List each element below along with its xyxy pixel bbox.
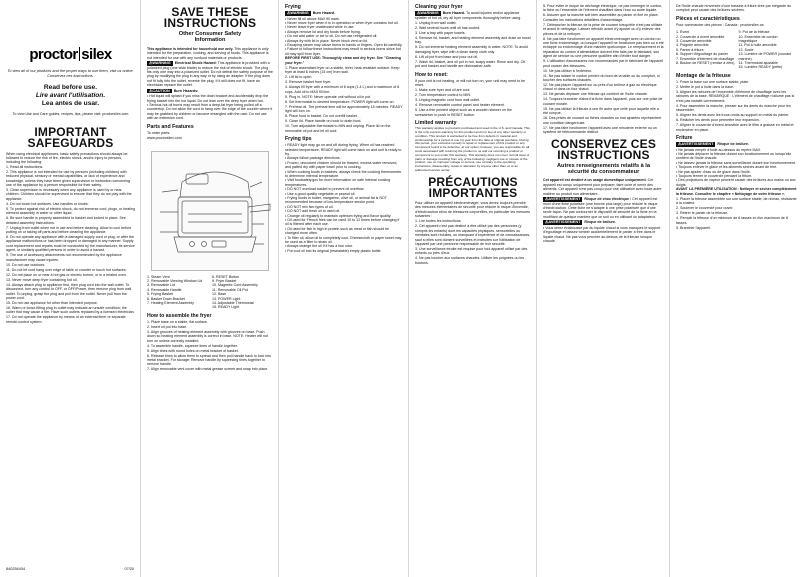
fr-part-item: 12. Socle	[738, 47, 754, 52]
caution-badge: ⚠ CAUTION	[147, 89, 172, 94]
part-item: 2. Removable Viewing Window Lid	[147, 278, 203, 283]
safeguard-item: 16. Warm or loose-fitting plug in outlet may indicate an unsafe condition; the outlet that may cause a fire. Have such outlets replaced by a licensed electrician.	[6, 305, 135, 315]
fr-household-info: Cet appareil est conçu uniquement pour préparer, faire cuire et servir des aliments. Cet appareil n'est pas conçu pour une utilisation avec toute autre matière ou produit non alimentaire.	[543, 178, 662, 196]
consumer-safety-2: Information	[194, 37, 226, 44]
fr-safeguard-item: 10. Ne pas utiliser à l'extérieur.	[543, 68, 593, 73]
frying-step: 3. Remove basket from fryer.	[285, 80, 332, 85]
frying-warning-item: • Never move fryer when it is in operation or when fryer contains hot oil.	[285, 21, 399, 25]
fr-frying-steps	[676, 197, 797, 230]
cleaning-step: 1. Unplug from wall outlet.	[415, 21, 457, 25]
frying-warning-item: • Always fry with lid in place. Never block vent on lid.	[285, 38, 369, 43]
caution-item: • Serious hot-oil burns may result from a deep-fat fryer being pulled off a countertop. Do not allow the cord to hang over the edge of the counter where it may be grabbed by children or become entangled with the user. Do not use with an extension cord.	[147, 103, 273, 121]
fr-shock-text: Cet appareil est muni d'une fiche polarisée (une broche plus large) pour réduire le risque d'électrocution. Cette fiche ne s'adapte à une prise polarisée que d'une seule façon. Ne pas contourner le dispositif de sécurité de la fiche en la modifiant de quelque manière que ce soit ou en utilisant un adaptateur.	[543, 196, 658, 219]
fr-frying-step: 4. Remplir la friteuse d'un minimum de 6 tasses et d'un maximum de 8 tasses.	[676, 216, 788, 225]
frying-warning-item: • Never leave fryer unattended while in use.	[285, 25, 355, 30]
print-date: 07/20	[124, 567, 134, 571]
order-parts: To order parts: www.proctorsilex.com	[147, 131, 273, 141]
frying-warnings	[285, 17, 403, 57]
assemble-step: 2. Insert oil pot into base.	[147, 324, 188, 329]
fr-part-item: 2. Couvercle à évent amovible	[676, 34, 725, 39]
frying-warning-item: • Failure to follow these instructions may result in serious burns since hot oil may spill from fryer.	[285, 47, 401, 56]
frying-tip: • Change oil regularly to maintain optimum frying and flavor quality.	[285, 213, 392, 218]
frying-tip: • READY light may go on and off during frying. When oil has reached selected temperature, READY light will come back on and unit is ready to fry.	[285, 143, 402, 156]
frying-tip: • Put cool oil into its original (resealable) empty plastic bottle.	[285, 248, 382, 253]
safeguard-item: 2. This appliance is not intended for use by persons (including children) with reduced physical, sensory or mental capabilities, or lack of experience and knowledge, unless they have been given supervision or instruction concerning use of the appliance by a person responsible for their safety.	[6, 169, 131, 188]
frying-tip: • DO NOT mix two types of oil.	[285, 204, 334, 209]
part-item: 9. Fryer Basket	[212, 278, 237, 283]
fr-frying-warning-item: • Ne pas ajouter d'eau ou de glace dans l'huile.	[676, 169, 751, 174]
fr-oil-intro: De l'huile chaude renversée d'une bassine à friture tirée par mégarde du comptoir peut causer des brûlures sévères.	[676, 4, 792, 13]
safeguard-item: 3. Close supervision is necessary when any appliance is used by or near children. Children should be supervised to ensure that they do not play with the appliance.	[6, 188, 132, 201]
fr-part-item: 1. Évent	[676, 30, 690, 35]
safeguard-item: 7. Unplug from outlet when not in use and before cleaning. Allow to cool before putting on or taking off parts and before cleaning the appliance.	[6, 225, 132, 235]
part-item: 5. Frying Basket	[147, 292, 173, 297]
fr-frying-warning-item: • Ne jamais remplir d'huile au-dessus du repère MAX.	[676, 147, 762, 152]
caution-list	[147, 94, 273, 120]
brand-logo: proctor silex	[29, 46, 112, 63]
fr-frying-warnings	[676, 148, 797, 188]
parts-title: Parts and Features	[147, 123, 194, 130]
part-item: 6. Basket Drain Bracket	[147, 296, 185, 301]
fr-assembly-step: 6. Relâcher les dents pour permettre leur expansion.	[676, 118, 760, 123]
assemble-step: 5. Align tines with round holes on metal bracket of basket.	[147, 348, 239, 353]
electric-shock-title: Electrical Shock Hazard:	[174, 61, 217, 66]
reset-steps	[415, 88, 531, 117]
frying-title: Frying	[285, 4, 301, 10]
reset-text: If your unit is not heating, or will not turn on, your unit may need to be reset.	[415, 78, 526, 88]
frying-warning-item: • Never fill oil above MAX fill mark.	[285, 16, 340, 21]
part-item: 3. Removable Lid	[147, 283, 175, 288]
warranty-title: Limited warranty	[415, 120, 457, 127]
cleaning-warning-text: To avoid injuries and/or appliance splatter of hot oil, dry all fryer components thoroughly before using.	[415, 11, 522, 20]
safeguard-item: 17. Do not operate the appliance by means of an external timer or separate remote-control system.	[6, 315, 126, 324]
precautions-title-2: IMPORTANTES	[428, 185, 518, 200]
fr-consumer-safety-2: sécurité du consommateur	[567, 168, 640, 175]
safeguard-item: 13. Never move deep fryer containing hot oil.	[6, 277, 78, 282]
fr-safeguard-item: 13. Ne jamais déplacer une friteuse qui contient de l'huile chaude.	[543, 92, 648, 97]
safeguards-title: IMPORTANT SAFEGUARDS	[27, 124, 114, 150]
fryer-diagram	[151, 151, 269, 271]
frying-step: 4. Always fill fryer with a minimum of 6 cups (1.4 L) and a maximum of 8 cups. Add oil to MAX fill line.	[285, 85, 400, 94]
fr-assembly-step: 7. Aligner le couvercle d'évent amovible avec le filtre à graisse en métal et enclencher en place.	[676, 123, 794, 132]
fr-assembly-step: 3. Aligner les rainures de l'ensemble d'élément de chauffage avec les rainures de la base. REMARQUE : L'élément de chauffage n'allume pas si n'est pas installé correctement.	[676, 89, 795, 103]
fr-parts-legend	[676, 30, 797, 70]
fr-frying-warning-title: Risque de brûlure.	[717, 141, 749, 146]
fr-frying-warning-item: • Toujours enlever le glace et les aliments séchés avant de frire.	[676, 165, 778, 170]
column-save-instructions	[140, 0, 278, 577]
household-use: This appliance is intended for household use only.	[147, 46, 234, 51]
assemble-steps	[147, 320, 273, 372]
cleaning-steps	[415, 21, 531, 69]
fr-warning-badge: ⚠ AVERTISSEMENT	[543, 197, 582, 202]
safeguard-item: 11. Do not let cord hang over edge of table or counter or touch hot surfaces.	[6, 267, 127, 272]
assemble-step: 4. To assemble handle, squeeze tines of handle together.	[147, 343, 238, 348]
fr-household-use: Cet appareil est destiné à un usage domestique uniquement.	[543, 178, 647, 183]
product-code: 840254404	[6, 567, 26, 571]
fr-part-item: 6. Support d'égouttage du panier	[676, 52, 729, 57]
frying-tips	[285, 143, 403, 253]
precautions-intro: Pour utiliser un appareil électroménager, vous devez toujours prendre des mesures élémentaires de sécurité pour réduire le risque d'incendie, d'électrocution et/ou de blessures corporelles, en particulier les mesures suivantes :	[415, 200, 530, 219]
part-item: 12. Base	[212, 292, 227, 297]
column-cleaning	[408, 0, 536, 577]
fr-safeguard-item: 6. Assurer que la manche soit bien assemblée au panier et fixé en place. Consulter les instructions détaillées d'assemblage.	[543, 13, 659, 22]
assemble-step: 3. Align grooves of heating element assembly with grooves on base. Push down so heating element assembly is correct in base. NOTE: Heater will not turn on unless correctly installed.	[147, 329, 269, 343]
reset-title: How to reset:	[415, 71, 448, 78]
frying-steps	[285, 66, 403, 133]
cleaning-step: 6. Lift oil pot from base and pour out oil.	[415, 54, 479, 59]
safeguard-item: 10. Do not use outdoors.	[6, 262, 46, 267]
column-french-parts	[669, 0, 802, 577]
fr-part-item: 7. Ensemble d'élément de chauffage	[676, 56, 735, 61]
cleaning-title: Cleaning your fryer	[415, 4, 463, 10]
reset-step: 5. Use a thin pointed object such as a wooden skewer on the screwdriver to push in RESET button.	[415, 108, 512, 117]
fr-frying-warning-badge: ⚠ AVERTISSEMENT	[676, 142, 715, 147]
electric-shock-text: This appliance is provided with a polarized plug (one wide blade) to reduce the risk of electric shock. The plug fits only one way into a polarized outlet. Do not defeat the safety purpose of the plug by modifying the plug in any way or by using an adapter. If the plug does not fit fully into the outlet, reverse the plug. If it still does not fit, have an electrician replace the outlet.	[147, 61, 273, 88]
caution-item: • Hot liquid will splash if you miss the drain bracket and accidentally drop the frying basket into the hot liquid. Do not lean over the deep fryer when hot.	[147, 94, 269, 103]
before-first-use: BEFORE FIRST USE: Thoroughly clean and dry fryer. See "Cleaning your fryer."	[285, 56, 401, 65]
part-item: 1. Steam Vent	[147, 274, 170, 279]
fryer-illustration	[152, 152, 278, 270]
frying-step: 9. Close lid. Place handle on hook to drain food.	[285, 119, 362, 124]
frying-tip: • When cooking foods in batches, always check the cooking thermometer to determine internal temperature.	[285, 169, 402, 178]
fr-assembly-steps	[676, 80, 797, 132]
fr-safeguard-item: 7. Débrancher la friteuse de la prise de courant lorsqu'elle n'est pas utilisée et avant le nettoyage. Laisser refroidir avant d'y ajouter ou d'y enlever des pièces et de la nettoyer.	[543, 22, 663, 36]
frying-tip: • Use a good quality vegetable or peanut oil.	[285, 191, 356, 196]
fr-burn-list	[543, 226, 664, 244]
frying-tip: • To filter oil, allow oil to completely cool. Cheesecloth or paper towel may be used as a filter to strain oil.	[285, 235, 402, 245]
frying-warning-title: Burn Hazard.	[312, 11, 336, 15]
read-fr: Lire avant l'utilisation.	[35, 92, 106, 100]
fr-part-item: 11. Pot à huile amovible	[738, 43, 777, 48]
frying-tip: • DO NOT add fresh oil to used oil.	[285, 209, 341, 214]
reset-step: 2. Turn temperature control to MIN.	[415, 93, 471, 98]
fr-parts-order: Pour commander des pièces : Canada : proctorsilex.ca	[676, 22, 764, 27]
safeguard-item: 15. Do not use appliance for other than intended purpose.	[6, 300, 98, 305]
fr-shock-title: Risque de choc électrique :	[584, 196, 632, 201]
fr-part-item: 15. Lumière READY (prête)	[738, 65, 783, 70]
frying-warning-item: • Escaping steam may cause burns to hands or fingers. Open lid carefully.	[285, 43, 403, 48]
fr-safeguard-item: 11. Ne pas laisser le cordon pendre du bord de la table ou du comptoir, ni toucher des surfaces chaudes.	[543, 73, 660, 83]
fr-frying-warning-item: • Des projections de vapeur peuvent causer des brûlures aux mains ou aux doigts.	[676, 178, 796, 187]
assemble-step: 7. Align removable vent cover with metal grease screen and snap into place.	[147, 367, 269, 372]
assemble-title: How to assemble the fryer	[147, 312, 212, 319]
fr-parts-title: Pièces et caractéristiques	[676, 15, 740, 22]
save-title-1: SAVE THESE	[171, 5, 249, 19]
reset-step: 3. Unplug magnetic cord from wall outlet.	[415, 98, 481, 103]
fr-part-item: 9. Pot de la friteuse	[738, 30, 770, 35]
part-item: 4. Removable Handle	[147, 287, 182, 292]
fr-safeguard-item: 5. Pour éviter le risque de décharge électrique, ne pas immerger le cordon, la fiche ou l'ensemble de l'élément chauffant dans l'eau ou autre liquide.	[543, 4, 663, 13]
fr-assembly-step: 5. Aligner les dents avec les trous ronds au support en métal du panier.	[676, 113, 790, 118]
read-en: Read before use.	[43, 84, 98, 92]
cleaning-warning-badge: ⚠ WARNING	[415, 11, 441, 16]
fr-safeguard-item: 8. Ne pas faire fonctionner un appareil électroménager avec un cordon ou une fiche endommagé, ou lorsque l'appareil ne fonctionne pas bien ou a été échappé ou endommagé d'une manière quelconque. Le remplacement et la réparation du cordon d'alimentation doivent être faits par le fabricant, son agent de service ou une personne qualifiée afin d'éviter tout danger.	[543, 36, 664, 59]
precaution-item: 4. Ne pas toucher aux surfaces chaudes. Utiliser les poignées ou les boutons.	[415, 256, 525, 265]
cover-intro: To view all of our products and the proper ways to use them, visit us online. Conservez ces instructions.	[7, 69, 134, 78]
fr-safeguard-item: 15. Ne pas utiliser la friteuse à une fin autre que celle pour laquelle elle a été conçue.	[543, 106, 659, 116]
frying-tip: • Always follow package directions.	[285, 156, 341, 161]
fr-frying-step: 3. Retirer le panier de la friteuse.	[676, 211, 729, 216]
cleaning-warning-title: Burn Hazard.	[442, 11, 466, 15]
order-url[interactable]: www.proctorsilex.com	[147, 136, 182, 141]
part-item: 14. Adjustable Thermostat	[212, 300, 254, 305]
frying-step: 6. Set thermostat to desired temperature. POWER light will come on.	[285, 99, 395, 104]
household-info: This appliance is only intended for the preparation, cooking, and serving of foods. This appliance is not intended for use with any nonfood materials or products.	[147, 46, 269, 60]
precaution-item: 2. Cet appareil n'est pas destiné à être utilisé par des personnes (y compris les enfants) dont les capacités physiques, sensorielles ou mentales sont réduites, ou manquant d'expérience et de connaissances, sauf si elles sont dûment surveillées et instruites sur l'utilisation de l'appareil par une personne responsable de leur sécurité.	[415, 224, 531, 247]
frying-tip: • DO NOT overload basket to prevent oil overflow.	[285, 187, 365, 192]
part-item: 15. READY Light	[212, 305, 240, 310]
part-item: 11. Removable Oil Pot	[212, 287, 248, 292]
frying-step: 10. Turn adjustable thermostat to MIN and unplug. Place lid on the removable oil pot and let oil cool.	[285, 124, 391, 133]
frying-tip: • Always change the oil if it has a foul odor.	[285, 244, 353, 249]
fr-frying-warning-item: • Ne jamais déplacer la friteuse durant son fonctionnement ou lorsqu'elle contient de l'huile chaude.	[676, 151, 792, 161]
fr-safeguard-item: 14. Toujours brancher d'abord la fiche dans l'appareil, puis sur une prise de courant murale.	[543, 97, 663, 106]
frying-step: 5. Plug in. NOTE: Never operate unit without oil in pot.	[285, 94, 372, 99]
burn-hazards-title: Burn Hazards:	[173, 88, 199, 93]
frying-tip: • Oil used for French fries can be used 10 to 12 times before changing if oil is filtered after each use.	[285, 218, 400, 227]
frying-tip: • Frozen, uncooked chicken should be thawed, excess water removed, and patted dry with paper towel prior to cooking.	[285, 160, 398, 170]
fr-frying-step: 1. Placer la friteuse assemblée sur une surface stable, de niveau, résistante à la chaleur.	[676, 196, 797, 206]
fr-frying-step: 2. Soulever le couvercle pour ouvrir.	[676, 206, 734, 211]
frying-warning-item: • Do not add water or ice to oil. Do not use refrigerated oil.	[285, 34, 378, 39]
column-french-safeguards	[536, 0, 669, 577]
safeguards-list	[6, 165, 135, 324]
frying-warning-badge: ⚠ WARNING	[285, 11, 311, 16]
conservez-title-2: INSTRUCTIONS	[557, 147, 650, 162]
precaution-item: 3. Une surveillance étroite est requise pour tout appareil utilisé par des enfants ou près d'eux.	[415, 247, 528, 256]
frying-warning-item: • Always remove lid and dry foods before frying.	[285, 29, 361, 34]
tips-title: Frying tips	[285, 136, 312, 143]
safeguard-item: 5. To protect against risk of electric shock, do not immerse cord, plugs, or heating element assembly in water or other liquid.	[6, 206, 135, 216]
safeguard-item: 4. Do not touch hot surfaces. Use handles or knobs.	[6, 201, 89, 206]
safeguard-item: 8. Do not operate any appliance with a damaged supply cord or plug, or after the appliance malfunctions or has been dropped or damaged in any manner. Supply cord replacement and repairs must be conducted by the manufacturer, its service agent, or similarly qualified persons in order to avoid a hazard.	[6, 235, 135, 253]
assemble-step: 1. Place base on a stable, flat surface.	[147, 319, 208, 324]
column-frying	[278, 0, 408, 577]
parts-legend	[147, 275, 273, 310]
fr-burn-title: Risque de brûlure.	[584, 220, 616, 225]
fr-part-item: 3. Couvercle amovible	[676, 39, 712, 44]
fr-part-item: 5. Panier à friture	[676, 47, 704, 52]
safeguards-intro: When using electrical appliances, basic safety precautions should always be followed to reduce the risk of fire, electric shock, and/or injury to persons, including the following:	[6, 151, 128, 165]
fr-safeguard-item: 17. Ne pas faire fonctionner l'appareil avec une minuterie externe ou un système de télécommande distinct.	[543, 125, 657, 135]
part-item: 10. Magnetic Cord Assembly	[212, 283, 258, 288]
part-item: 8. RESET Button	[212, 274, 240, 279]
fr-frying-warning-item: • Toujours fermer le couvercle pendant la friture.	[676, 173, 753, 178]
warning-badge: ⚠ WARNING	[147, 61, 173, 66]
cleaning-step: 2. Wait several hours until oil has cooled.	[415, 26, 481, 30]
footer-codes	[6, 567, 134, 571]
safeguard-item: 12. Do not place on or near a hot gas or electric burner, or in a heated oven.	[6, 272, 127, 277]
french-safeguards-list	[543, 4, 664, 135]
safeguard-item: 6. Be sure handle is properly assembled to basket and locked in place. See detailed assembly instructions.	[6, 216, 126, 225]
fr-part-item: 14. Thermostat ajustable	[738, 61, 778, 66]
precaution-item: 1. Lire toutes les instructions.	[415, 219, 462, 224]
frying-step: 1. Place assembled fryer on a stable, level, heat-resistant surface. Keep fryer at least 6 inches (15 cm) from wall.	[285, 66, 400, 75]
frying-step: 2. Lift lid to open.	[285, 75, 313, 80]
fr-warning-badge-2: ⚠ AVERTISSEMENT	[543, 220, 582, 225]
fr-safeguard-item: 16. Des prises de courant ou fiches chaudes ou mal ajustées représentent une condition dangereuse.	[543, 116, 662, 125]
fr-assembly-step: 4. Pour assembler la manche, presser sur les dents du manche pour les rassembler.	[676, 103, 791, 113]
frying-tip: • Visit foodsafety.gov for more information on safe internal cooking temperatures.	[285, 178, 391, 187]
cleaning-step: 3. Line a tray with paper towels.	[415, 31, 466, 35]
fr-part-item: 8. Bouton de RESET (remise à zéro)	[676, 61, 735, 66]
website-links: To view Use and Care guides, recipes, tips, please visit: proctorsilex.com	[12, 112, 129, 117]
frying-step: 7. Preheat oil. The preheat time will be approximately 15 minutes. READY light will turn on.	[285, 104, 403, 114]
fr-burn-item: • Vous serez éclaboussé par du liquide chaud si vous manquez le support d'égouttage et laissez tomber accidentellement le panier à frire dans le liquide chaud. Ne pas vous pencher au-dessus de la friteuse lorsque chaude.	[543, 225, 661, 243]
cleaning-step: 5. Do not immerse heating element assembly in water. NOTE: To avoid damaging fryer, wipe with a clean damp cloth only.	[415, 45, 528, 54]
fr-frying-warning-item: • Ne laissez jamais la friteuse sans surveillance durant son fonctionnement.	[676, 160, 796, 165]
fr-part-item: 4. Poignée amovible	[676, 43, 709, 48]
part-item: 13. POWER Light	[212, 296, 241, 301]
safeguard-item: 14. Always attach plug to appliance first, then plug cord into the wall outlet. To disconnect, turn any control to OFF, or OFF/Power, then remove plug from wall outlet. To unplug, grasp the plug and pull from the outlet. Never pull from the power cord.	[6, 282, 132, 300]
fr-safeguard-item: 12. Ne pas placer l'appareil sur ou près d'un brûleur à gaz ou électrique chaud ni dans un four chaud.	[543, 83, 657, 92]
read-es: Lea antes de usar.	[41, 100, 100, 108]
fr-consumer-safety-1: Autres renseignements relatifs à la	[557, 162, 650, 169]
fr-part-item: 10. Ensemble de cordon magnétique	[738, 34, 778, 44]
save-title-2: INSTRUCTIONS	[163, 16, 257, 30]
frying-tip: • Oil used for fish is high in protein such as meat or fish should be changed more often.	[285, 226, 390, 236]
safeguard-item: 9. The use of accessory attachments not recommended by the appliance manufacturer may cause injuries.	[6, 253, 122, 262]
column-cover	[0, 0, 140, 577]
read-before-use	[6, 84, 135, 108]
reset-step: 1. Make sure fryer and oil are cool.	[415, 88, 471, 93]
conservez-title-1: CONSERVEZ CES	[550, 136, 657, 151]
safeguard-item: 1. Read all instructions.	[6, 164, 44, 169]
fr-first-use: AVANT LA PREMIÈRE UTILISATION : Nettoyer et sécher complètement la friteuse. Consulter le chapitre « Nettoyage de votre friteuse ».	[676, 187, 797, 196]
fr-assembly-step: 1. Poser la base sur une surface stable, plate.	[676, 79, 750, 84]
part-item: 7. Heating Element Assembly	[147, 300, 194, 305]
cleaning-step: 7. Wash lid, basket, and oil pot in hot, soapy water. Rinse and dry. Oil pot and basket and handle are dishwasher-safe.	[415, 59, 526, 69]
warranty-text: This warranty applies to products purchased and used in the U.S. and Canada. This is the only express warranty for this product and is in lieu of any other warranty or condition. This product is warranted to be free from defects in material and workmanship for a period of one (1) year from the date of original purchase. During this period, your exclusive remedy is repair or replacement of this product or any component found to be defective, at our option; however, you are responsible for all costs associated with returning the product to us and our returning a product or component to you under this warranty. This warranty does not cover normal wear of parts or damage resulting from any of the following: negligent use or misuse of the product, use on improper voltage or current, use contrary to the operating instructions, disassembly, repair or alteration by anyone other than us or an authorized service center.	[415, 126, 530, 173]
fr-part-item: 13. Lumière de POWER (courant marche)	[738, 52, 792, 61]
fr-frying-title: Friture	[676, 134, 693, 141]
fr-safeguard-item: 9. L'utilisation d'accessoires non recommandés par le fabricant de l'appareil peut causer des blessures.	[543, 59, 664, 68]
precautions-list	[415, 219, 531, 265]
fr-assembly-step: 2. Mettre le pot à huile dans la base.	[676, 84, 734, 89]
frying-tip: • Frying foods in butter, margarine, olive oil, or animal fat is NOT recommended because of low-temperature smoke point.	[285, 195, 387, 205]
frying-step: 8. Place food in basket. Do not overfill basket.	[285, 114, 358, 119]
fr-assembly-title: Montage de la friteuse	[676, 72, 731, 79]
cleaning-step: 4. Remove lid, basket, and heating element assembly and drain on towel tray.	[415, 36, 531, 45]
reset-step: 4. Remove removable control panel and heater element.	[415, 103, 505, 108]
fr-frying-step: 5. Brancher l'appareil.	[676, 225, 711, 230]
assemble-step: 6. Release tines to allow them to spread and then pull handle back to lock into metal bracket. For storage: Remove handle by squeezing tines together to remove handle.	[147, 353, 272, 367]
precautions-title-1: PRÉCAUTIONS	[428, 174, 518, 189]
consumer-safety-1: Other Consumer Safety	[178, 31, 242, 37]
